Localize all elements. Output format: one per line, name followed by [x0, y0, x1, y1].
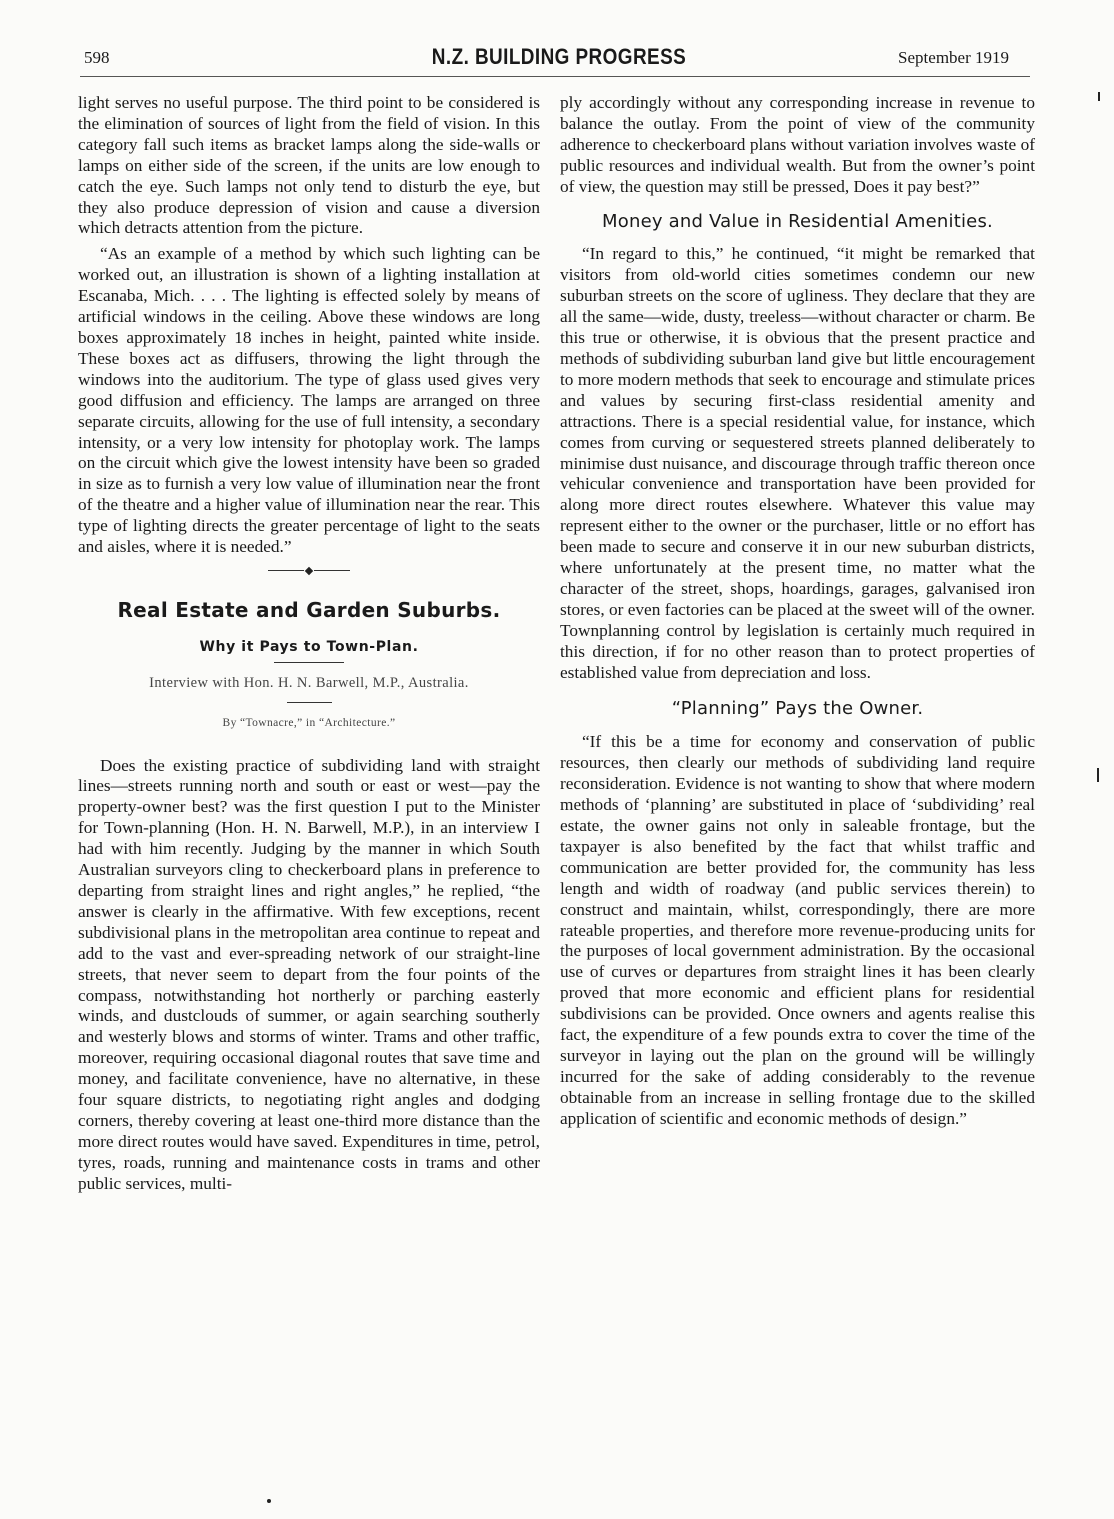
paragraph: Does the existing practice of subdividing land with straight lines—streets running north and south or east or west—pay the property-owner best? was the first question I put to the Minister for Town-planning (Hon. H. N. Barwell, M.P.), in an interview I had with him recently. Judging by the manner in which South Australian surveyors cling to checkerboard plans in preference to departing from straight lines and right angles,” he replied, “the answer is clearly in the affirmative. With few exceptions, recent subdivisional plans in the metropolitan area continue to repeat and add to the vast and ever-spreading network of our straight-line streets, that never seem to depart from the four points of the compass, notwithstanding hot northerly or parching easterly winds, and dustclouds of summer, or again searching southerly and westerly blows and storms of winter. Trams and other traffic, moreover, requiring occasional diagonal routes that save time and money, and facilitate convenience, have no alternative, in these four square districts, to negotiating right angles and dodging corners, thereby covering at least one-third more distance than the more direct routes would have saved. Expenditures in time, petrol, tyres, roads, running and maintenance costs in trams and other public services, multi- [78, 755, 540, 1193]
section-heading-planning: “Planning” Pays the Owner. [671, 698, 924, 720]
right-column [560, 93, 1035, 1135]
diamond-ornament-icon [305, 567, 313, 575]
issue-date: September 1919 [898, 48, 1009, 67]
paragraph: “In regard to this,” he continued, “it might be remarked that visitors from old-world cities sometimes condemn our new suburban streets on the score of ugliness. They declare that they are all the same—wide, dusty, treeless—without character or charm. Be this true or otherwise, it is obvious that the present practice and methods of subdividing suburban land give but little encouragement to more modern methods that seek to encourage and stimulate prices and values by securing first-class residential amenity and attractions. There is a special residential value, for instance, which comes from curving or sequestered streets planned deliberately to minimise dust nuisance, and discourage through traffic thereon once vehicular convenience and transportation have been provided for along more direct routes elsewhere. Whatever this value may represent either to the owner or the purchaser, little or no effort has been made to secure and conserve it in our new suburban districts, where unfortunately at the present time, no matter what the character of the street, shops, hoardings, garages, galvanised iron stores, or even factories can be placed at the sweet will of the owner. Townplanning control by legislation is certainly much required in this direction, if for no other reason than to protect properties of established value from depreciation and loss. [560, 244, 1035, 682]
scan-mark [267, 1499, 271, 1503]
interview-rule [287, 702, 332, 703]
left-column [78, 93, 540, 1200]
paragraph: “If this be a time for economy and conservation of public resources, then clearly our methods of subdividing land require reconsideration. Evidence is not wanting to show that where modern methods of ‘planning’ are substituted in place of ‘subdividing’ real estate, the owner gains not only in saleable frontage, but the taxpayer is also benefited by the fact that whilst traffic and communication are better provided for, the community has less length and width of roadway (and public services therein) to construct and maintain, whilst, correspondingly, there are more rateable properties, and therefore more revenue-producing units for the purposes of local government administration. By the occasional use of curves or departures from straight lines it has been clearly proved that more economic and efficient plans for residential subdivisions can be provided. Once owners and agents realise this fact, the expenditure of a few pounds extra to cover the time of the surveyor in laying out the plan on the ground will be willingly incurred for the sake of adding considerably to the revenue obtainable from an increase in selling frontage due to the skilled application of scientific and economic methods of design.” [560, 732, 1035, 1128]
article-title: Real Estate and Garden Suburbs. [117, 597, 501, 622]
header-rule [80, 76, 1030, 77]
page-header [84, 44, 1034, 74]
scan-mark [1097, 768, 1099, 782]
scan-mark [1098, 92, 1100, 101]
section-divider [78, 568, 540, 574]
interview-line: Interview with Hon. H. N. Barwell, M.P., Australia. [149, 674, 469, 691]
journal-title: N.Z. BUILDING PROGRESS [431, 44, 687, 69]
paragraph: “As an example of a method by which such lighting can be worked out, an illustration is shown of a lighting installation at Escanaba, Mich. . . . The lighting is effected solely by means of artificial windows in the ceiling. Above these windows are long boxes approximately 18 inches in height, painted white inside. These boxes act as diffusers, throwing the light through the windows into the auditorium. The type of glass used gives very good diffusion and efficiency. The lamps are arranged on three separate circuits, allowing for the use of full intensity, a secondary intensity, or a very low intensity for photoplay work. The lamps on the circuit which give the lowest intensity have been so graded in size as to furnish a very low value of illumination near the front of the theatre and a higher value of illumination near the rear. This type of lighting directs the greater percentage of light to the seats and aisles, where it is needed.” [78, 244, 540, 557]
byline: By “Townacre,” in “Architecture.” [222, 716, 396, 729]
section-heading-amenities: Money and Value in Residential Amenities. [602, 210, 993, 232]
paragraph: ply accordingly without any corresponding increase in revenue to balance the outlay. From the point of view of the community adherence to checkerboard plans without variation involves waste of public resources and individual wealth. But from the owner’s point of view, the question may still be pressed, Does it pay best?” [560, 93, 1035, 196]
page-number: 598 [84, 48, 110, 67]
subtitle-rule [274, 662, 344, 663]
article-subtitle: Why it Pays to Town-Plan. [199, 638, 419, 655]
paragraph: light serves no useful purpose. The third point to be considered is the elimination of sources of light from the field of vision. In this category fall such items as bracket lamps along the side-walls or lamps on either side of the screen, if the units are low enough to catch the eye. Such lamps not only tend to disturb the eye, but they also produce depression of vision and cause a diversion which detracts attention from the picture. [78, 93, 540, 238]
